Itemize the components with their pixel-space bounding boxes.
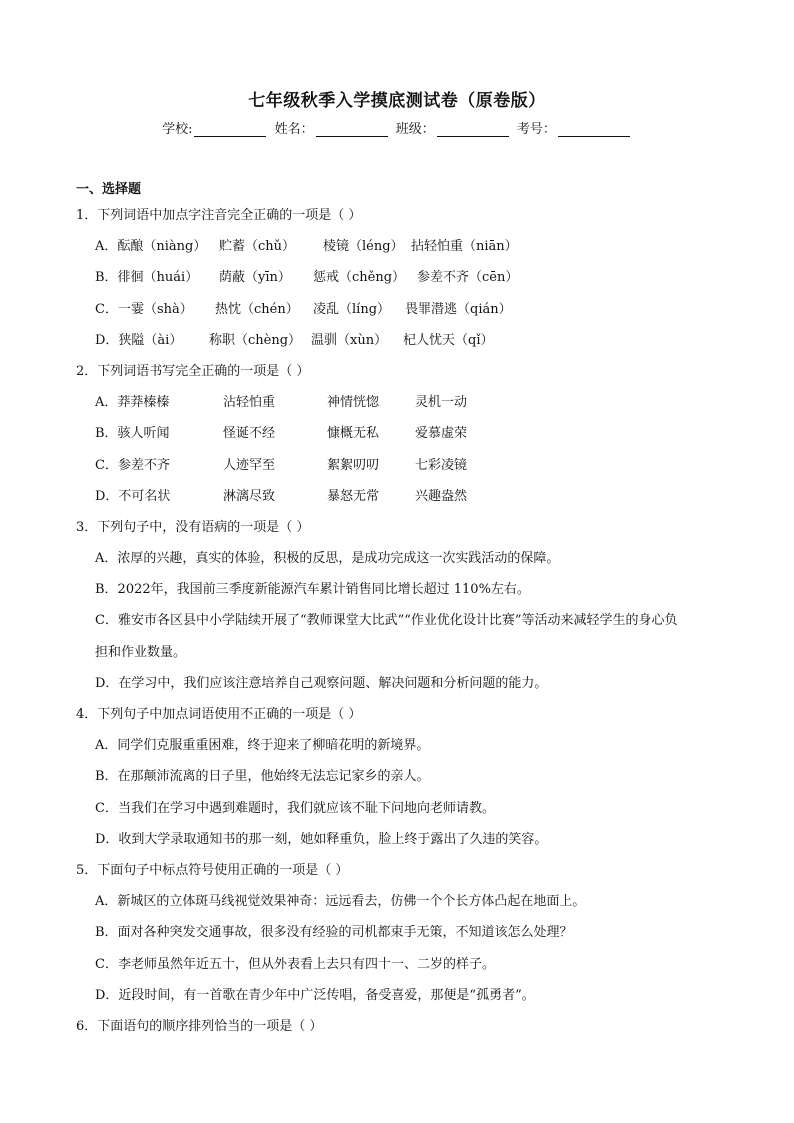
school-field[interactable] [194,124,266,137]
question-3-option-a[interactable]: A．浓厚的兴趣，真实的体验，积极的反思，是成功完成这一次实践活动的保障。 [95,551,560,567]
option-item: B．徘徊（huái） [95,270,199,286]
option-item: 淋漓尽致 [223,488,276,504]
question-5-option-c[interactable]: C．李老师虽然年近五十，但从外表看上去只有四十一、二岁的样子。 [95,956,495,972]
question-3-option-d[interactable]: D．在学习中，我们应该注意培养自己观察问题、解决问题和分析问题的能力。 [95,675,548,691]
question-2-option-d[interactable] [76,481,736,512]
question-3-stem: 3．下列句子中，没有语病的一项是（ ） [76,519,310,535]
option-item: 惩戒（chěng） [313,270,406,286]
exam-no-label: 考号： [516,122,556,137]
question-1-option-b[interactable] [76,262,736,293]
class-field[interactable] [437,124,509,137]
option-item: 神情恍惚 [327,395,380,411]
section-heading: 一、选择题 [76,182,142,197]
exam-no-field[interactable] [558,124,630,137]
option-item: 凌乱（líng） [313,301,391,317]
question-1-option-c[interactable] [76,294,736,325]
question-6-stem: 6．下面语句的顺序排列恰当的一项是（ ） [76,1018,323,1034]
question-3-option-b[interactable]: B．2022年，我国前三季度新能源汽车累计销售同比增长超过 110%左右。 [95,582,530,598]
question-5-option-b[interactable]: B．面对各种突发交通事故，很多没有经验的司机都束手无策，不知道该怎么处理？ [95,925,573,941]
option-item: 参差不齐（cēn） [417,270,519,286]
option-item: 杞人忧天（qǐ） [403,332,494,348]
option-item: 贮蓄（chǔ） [219,239,296,255]
option-item: 絮絮叨叨 [327,457,380,473]
question-5-stem: 5．下面句子中标点符号使用正确的一项是（ ） [76,862,349,878]
question-4-option-b[interactable]: B．在那颠沛流离的日子里，他始终无法忘记家乡的亲人。 [95,769,430,785]
question-4-option-d[interactable]: D．收到大学录取通知书的那一刻，她如释重负，脸上终于露出了久违的笑容。 [95,831,548,847]
option-item: 棱镜（léng） [323,239,404,255]
option-item: C．一霎（shà） [95,301,193,317]
option-item: 温驯（xùn） [311,332,388,348]
option-item: C．参差不齐 [95,457,170,473]
question-4-option-c[interactable]: C．当我们在学习中遇到难题时，我们就应该不耻下问地向老师请教。 [95,800,495,816]
option-item: 七彩凌镜 [415,457,468,473]
option-item: 沾轻怕重 [223,395,276,411]
question-4-option-a[interactable]: A．同学们克服重重困难，终于迎来了柳暗花明的新境界。 [95,738,430,754]
question-4-stem: 4．下列句子中加点词语使用不正确的一项是（ ） [76,707,362,722]
option-item: 兴趣盎然 [415,488,468,504]
question-5-option-a[interactable]: A．新城区的立体斑马线视觉效果神奇：远远看去，仿佛一个个长方体凸起在地面上。 [95,894,586,910]
student-info-line [0,118,794,137]
option-item: 热忱（chén） [215,301,299,317]
option-item: 暴怒无常 [327,488,380,504]
option-item: A．莽莽榛榛 [95,395,170,411]
class-label: 班级： [395,122,435,137]
question-list [76,180,736,1042]
option-item: 怪诞不经 [223,426,276,442]
question-1-stem: 1．下列词语中加点字注音完全正确的一项是（ ） [76,208,362,223]
option-item: 慷概无私 [327,426,380,442]
option-item: B．骇人听闻 [95,426,170,442]
option-item: 畏罪潜逃（qián） [405,301,512,317]
option-item: 灵机一动 [415,395,468,411]
option-item: 爱慕虚荣 [415,426,468,442]
option-item: D．不可名状 [95,488,171,504]
name-field[interactable] [316,124,388,137]
question-2-stem: 2．下列词语书写完全正确的一项是（ ） [76,363,310,379]
question-2-option-a[interactable] [76,387,736,418]
question-2-option-b[interactable] [76,418,736,449]
school-label: 学校: [162,122,193,137]
question-3-option-c-cont: 担和作业数量。 [95,644,187,660]
option-item: A．酝酿（niàng） [95,239,207,255]
question-1-option-d[interactable] [76,325,736,356]
option-item: D．狭隘（ài） [95,332,183,348]
page-title: 七年级秋季入学摸底测试卷（原卷版） [248,91,546,111]
question-3-option-c[interactable]: C．雅安市各区县中小学陆续开展了“教师课堂大比武”“作业优化设计比赛”等活动来减轻学生的身心负 [95,613,678,629]
option-item: 荫蔽（yīn） [219,270,291,286]
option-item: 称职（chèng） [209,332,302,348]
question-1-option-a[interactable] [76,231,736,262]
option-item: 拈轻怕重（niān） [411,239,518,255]
question-2-option-c[interactable] [76,450,736,481]
option-item: 人迹罕至 [223,457,276,473]
question-5-option-d[interactable]: D．近段时间，有一首歌在青少年中广泛传唱，备受喜爱，那便是“孤勇者”。 [95,987,535,1003]
name-label: 姓名： [274,122,314,137]
